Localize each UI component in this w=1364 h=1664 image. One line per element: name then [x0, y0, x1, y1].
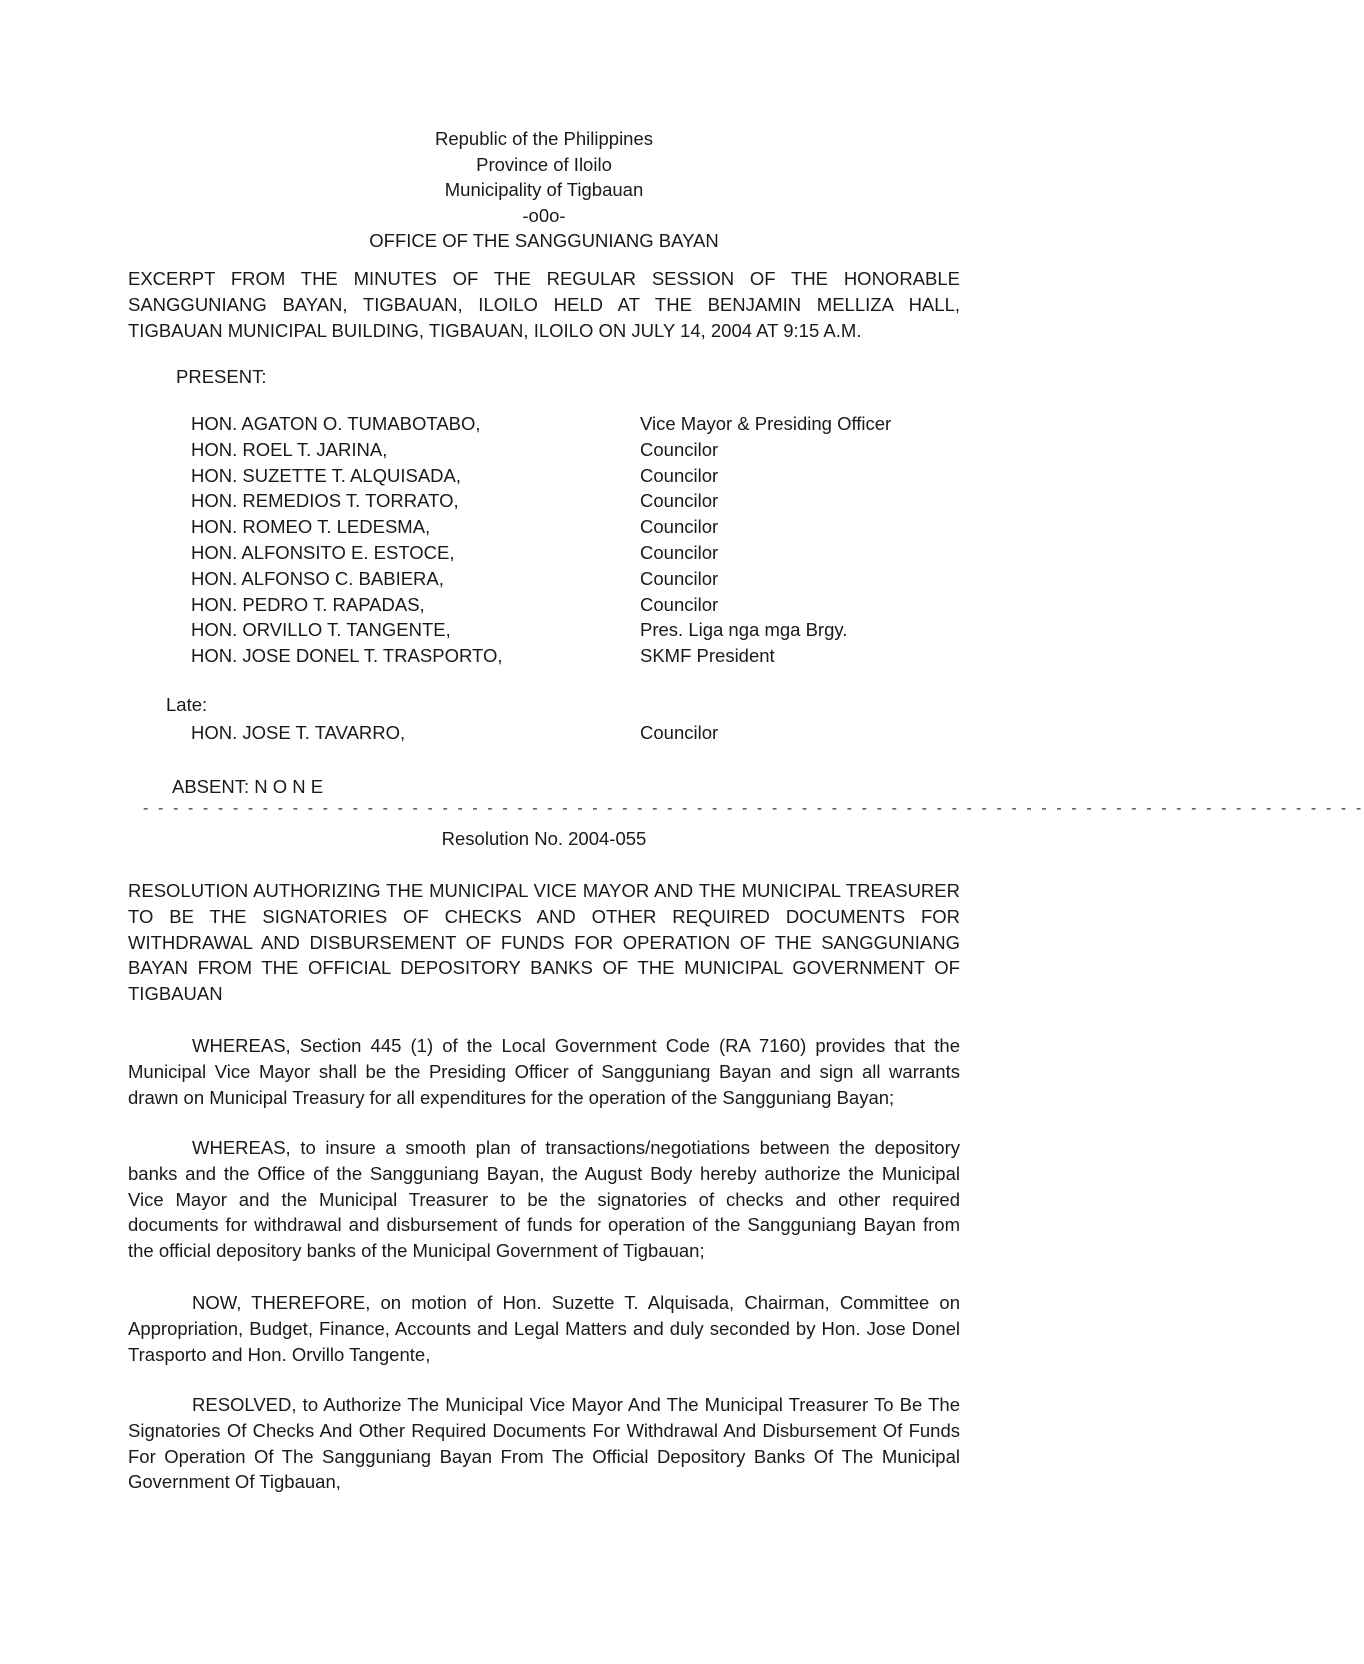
excerpt-paragraph: EXCERPT FROM THE MINUTES OF THE REGULAR SESSION OF THE HONORABLE SANGGUNIANG BAYAN, TIGBAUAN, ILOILO HELD AT THE BENJAMIN MELLIZA HALL, TIGBAUAN MUNICIPAL BUILDING, TIGBAUAN, ILOILO ON JULY 14, 2004 AT 9:15 A.M. — [128, 268, 960, 341]
attendee-role: Councilor — [640, 438, 719, 460]
header-province: Province of Iloilo — [476, 153, 612, 175]
attendee-role: Councilor — [640, 722, 719, 743]
attendee-name: HON. ROEL T. JARINA, — [191, 438, 388, 460]
attendee-role: SKMF President — [640, 645, 775, 667]
attendee-role: Pres. Liga nga mga Brgy. — [640, 619, 848, 641]
attendee-name: HON. ROMEO T. LEDESMA, — [191, 516, 431, 538]
attendee-name: HON. JOSE DONEL T. TRASPORTO, — [191, 645, 503, 667]
document-header — [0, 126, 1088, 254]
attendee-role: Councilor — [640, 567, 719, 589]
attendee-role: Councilor — [640, 464, 719, 486]
header-municipality: Municipality of Tigbauan — [444, 179, 644, 200]
attendee-role: Vice Mayor & Presiding Officer — [640, 413, 892, 434]
resolution-title: RESOLUTION AUTHORIZING THE MUNICIPAL VICE MAYOR AND THE MUNICIPAL TREASURER TO BE THE SIGNATORIES OF CHECKS AND OTHER REQUIRED DOCUMENTS FOR WITHDRAWAL AND DISBURSEMENT OF FUNDS FOR OPERATION OF THE SANGGUNIANG BAYAN FROM THE OFFICIAL DEPOSITORY BANKS OF THE MUNICIPAL GOVERNMENT OF TIGBAUAN — [128, 880, 960, 1005]
attendee-role: Councilor — [640, 541, 719, 563]
attendee-name: HON. PEDRO T. RAPADAS, — [191, 593, 425, 615]
whereas-paragraph-1: WHEREAS, Section 445 (1) of the Local Government Code (RA 7160) provides that the Municipal Vice Mayor shall be the Presiding Officer of Sangguniang Bayan and sign all warrants drawn on Municipal Treasury for all expenditures for the operation of the Sangguniang Bayan; — [128, 1035, 960, 1108]
attendee-name: HON. ALFONSITO E. ESTOCE, — [191, 541, 455, 563]
header-office: OFFICE OF THE SANGGUNIANG BAYAN — [369, 230, 719, 251]
now-therefore-paragraph: NOW, THEREFORE, on motion of Hon. Suzette T. Alquisada, Chairman, Committee on Appropriation, Budget, Finance, Accounts and Legal Matters and duly seconded by Hon. Jose Donel Trasporto and Hon. Orvillo Tangente, — [128, 1292, 960, 1365]
attendee-role: Councilor — [640, 593, 719, 615]
attendee-name: HON. ALFONSO C. BABIERA, — [191, 567, 444, 589]
attendee-name: HON. ORVILLO T. TANGENTE, — [191, 619, 451, 641]
resolution-number: Resolution No. 2004-055 — [441, 828, 647, 849]
attendee-name: HON. AGATON O. TUMABOTABO, — [191, 413, 481, 434]
resolved-paragraph: RESOLVED, to Authorize The Municipal Vice Mayor And The Municipal Treasurer To Be The Signatories Of Checks And Other Required Documents For Withdrawal And Disbursement Of Funds For Operation Of The Sangguniang Bayan From The Official Depository Banks Of The Municipal Government Of Tigbauan, — [128, 1394, 960, 1493]
attendee-name: HON. SUZETTE T. ALQUISADA, — [191, 464, 462, 486]
attendee-name: HON. REMEDIOS T. TORRATO, — [191, 490, 459, 512]
present-label: PRESENT: — [176, 366, 267, 387]
whereas-paragraph-2: WHEREAS, to insure a smooth plan of transactions/negotiations between the depository banks and the Office of the Sangguniang Bayan, the August Body hereby authorize the Municipal Vice Mayor and the Municipal Treasurer to be the signatories of checks and other required documents for withdrawal and disbursement of funds for operation of the Sangguniang Bayan from the official depository banks of the Municipal Government of Tigbauan; — [128, 1137, 960, 1262]
header-republic: Republic of the Philippines — [434, 128, 654, 149]
attendee-name: HON. JOSE T. TAVARRO, — [191, 722, 406, 743]
header-separator: -o0o- — [522, 204, 566, 226]
late-label: Late: — [166, 694, 208, 715]
attendee-role: Councilor — [640, 516, 719, 538]
absent-line: ABSENT: N O N E — [172, 776, 324, 797]
attendee-role: Councilor — [640, 490, 719, 512]
section-divider: - - - - - - - - - - - - - - - - - - - - - - - - - - - - - - - - - - - - - - - - - - - - - - - - - - - - - - - - - - - - - - - - - - - - - - - - - - - - - - - - - - — [143, 800, 1364, 817]
